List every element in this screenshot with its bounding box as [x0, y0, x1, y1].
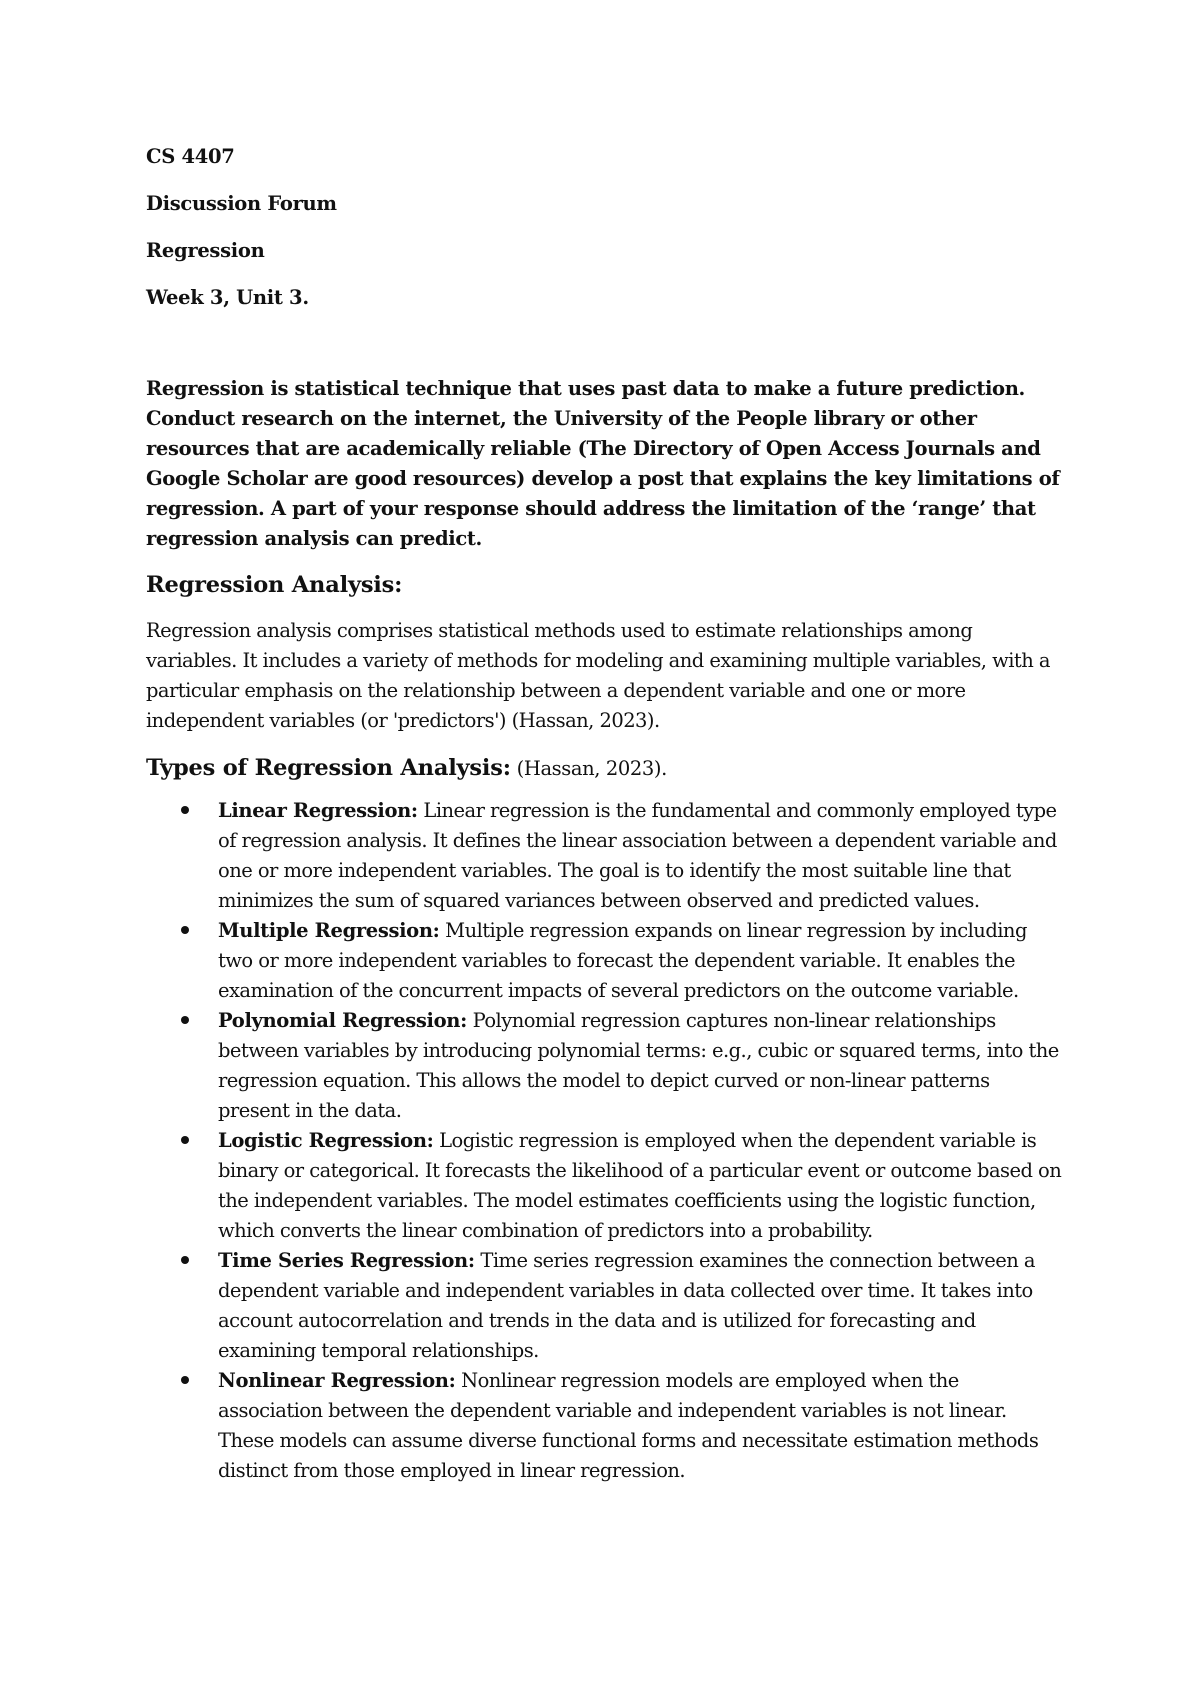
bullet-icon [181, 1016, 189, 1024]
list-item [218, 1246, 1066, 1366]
list-item [218, 796, 1066, 916]
bullet-icon [181, 1256, 189, 1264]
list-item-term: Time Series Regression: [218, 1249, 475, 1272]
list-item [218, 1366, 1066, 1486]
list-item [218, 1126, 1066, 1246]
regression-analysis-body: Regression analysis comprises statistical methods used to estimate relationships among variables. It includes a variety of methods for modeling and examining multiple variables, with a particular emphasis on the relationship between a dependent variable and one or more independent variables (or 'predictors') (Hassan, 2023). [146, 619, 1050, 732]
list-item-term: Multiple Regression: [218, 919, 440, 942]
list-item-text: Linear regression is the fundamental and commonly employed type of regression analysis. It defines the linear association between a dependent variable and one or more independent variables. The goal is to identify the most suitable line that minimizes the sum of squared variances between observed and predicted values. [218, 799, 1057, 912]
topic-title: Regression [146, 239, 265, 262]
list-item [218, 1006, 1066, 1126]
list-item-term: Polynomial Regression: [218, 1009, 467, 1032]
list-item-term: Linear Regression: [218, 799, 418, 822]
document-content [146, 145, 1066, 1486]
list-item-text: Polynomial regression captures non-linear relationships between variables by introducing polynomial terms: e.g., cubic or squared terms, into the regression equation. This allows the model to depict curved or non-linear patterns present in the data. [218, 1009, 1059, 1122]
list-item-text: Time series regression examines the connection between a dependent variable and independent variables in data collected over time. It takes into account autocorrelation and trends in the data and is utilized for forecasting and examining temporal relationships. [218, 1249, 1035, 1362]
bullet-icon [181, 806, 189, 814]
types-heading [146, 753, 1066, 784]
course-code: CS 4407 [146, 145, 235, 168]
list-item-term: Nonlinear Regression: [218, 1369, 456, 1392]
list-item-text: Nonlinear regression models are employed when the association between the dependent variable and independent variables is not linear. These models can assume diverse functional forms and necessitate estimation methods distinct from those employed in linear regression. [218, 1369, 1039, 1482]
list-item [218, 916, 1066, 1006]
assignment-prompt: Regression is statistical technique that uses past data to make a future prediction. Conduct research on the internet, the University of the People library or other resources that are academically reliable (The Directory of Open Access Journals and Google Scholar are good resources) develop a post that explains the key limitations of regression. A part of your response should address the limitation of the ‘range’ that regression analysis can predict. [146, 377, 1060, 550]
regression-analysis-heading: Regression Analysis: [146, 572, 403, 598]
types-heading-citation: (Hassan, 2023). [510, 757, 667, 780]
list-item-term: Logistic Regression: [218, 1129, 434, 1152]
regression-types-list [146, 796, 1066, 1486]
bullet-icon [181, 1376, 189, 1384]
types-heading-label: Types of Regression Analysis: [146, 755, 511, 781]
list-item-text: Multiple regression expands on linear regression by including two or more independent variables to forecast the dependent variable. It enables the examination of the concurrent impacts of several predictors on the outcome variable. [218, 919, 1027, 1002]
forum-title: Discussion Forum [146, 192, 337, 215]
week-unit: Week 3, Unit 3. [146, 286, 309, 309]
bullet-icon [181, 926, 189, 934]
list-item-text: Logistic regression is employed when the dependent variable is binary or categorical. It forecasts the likelihood of a particular event or outcome based on the independent variables. The model estimates coefficients using the logistic function, which converts the linear combination of predictors into a probability. [218, 1129, 1062, 1242]
bullet-icon [181, 1136, 189, 1144]
